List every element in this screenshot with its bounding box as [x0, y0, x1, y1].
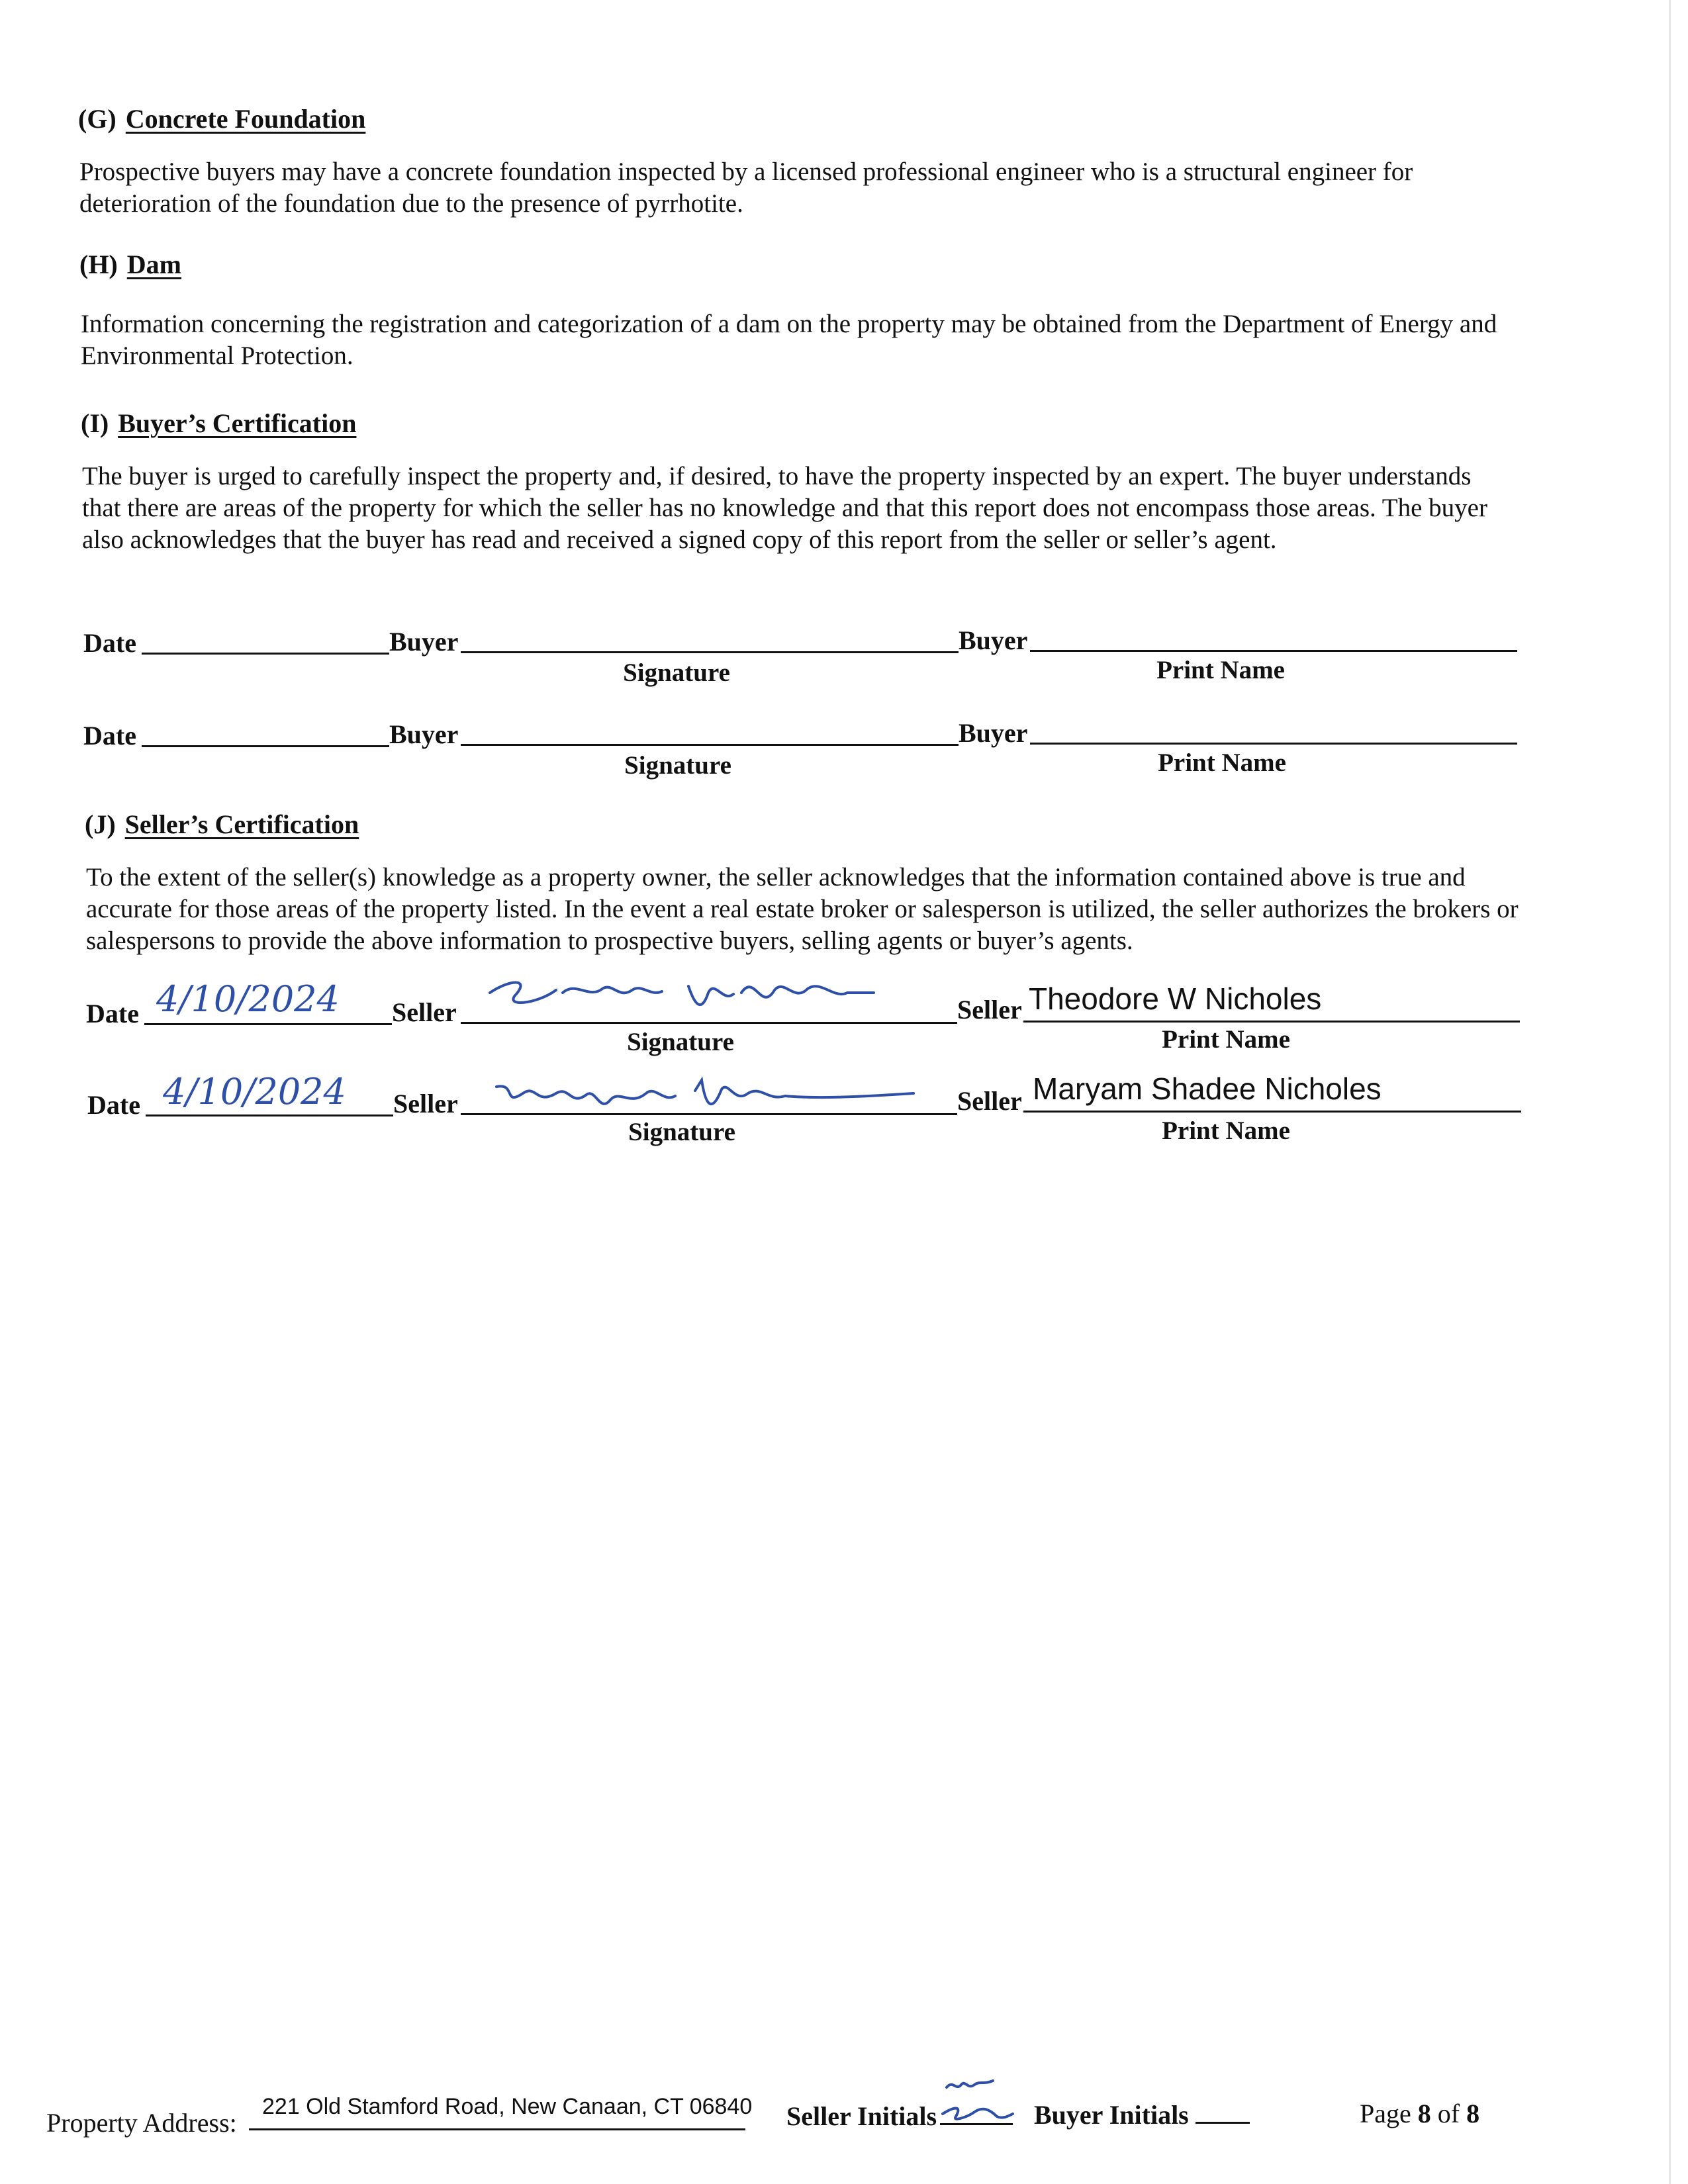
page-of: of: [1437, 2099, 1460, 2128]
property-address-field[interactable]: [249, 2128, 745, 2130]
buyer-initials-field[interactable]: [1196, 2122, 1250, 2124]
seller-1-date-label: Date: [86, 999, 139, 1028]
seller-1-signature: [477, 966, 900, 1026]
buyer-1-date-field[interactable]: [142, 653, 389, 655]
seller-initials-mark: [936, 2070, 1015, 2130]
seller-2-date-label: Date: [87, 1090, 140, 1120]
seller-initials-label: Seller Initials: [786, 2101, 937, 2131]
section-j-letter: (J): [85, 809, 116, 839]
buyer-2-print-name-caption: Print Name: [1158, 749, 1286, 777]
seller-2-print-name-value: Maryam Shadee Nicholes: [1033, 1071, 1382, 1106]
seller-2-signature-caption: Signature: [628, 1118, 735, 1146]
buyer-2-signature-field[interactable]: [461, 744, 959, 746]
buyer-1-print-name-field[interactable]: [1030, 650, 1517, 652]
buyer-1-print-name-caption: Print Name: [1156, 656, 1285, 684]
seller-2-print-label: Seller: [957, 1086, 1022, 1116]
section-h-body: Information concerning the registration and categorization of a dam on the property may be obtained from the Department of Energy and Environmental Protection.: [81, 310, 1497, 370]
section-g-heading: [78, 103, 365, 134]
page-number: [1360, 2098, 1479, 2129]
section-g-body: Prospective buyers may have a concrete foundation inspected by a licensed professional engineer who is a structural engineer for deterioration of the foundation due to the presence of pyrrhotite.: [79, 158, 1413, 218]
section-j-title: Seller’s Certification: [124, 809, 359, 839]
seller-1-date-value: 4/10/2024: [156, 978, 340, 1020]
buyer-2-date-label: Date: [83, 721, 136, 751]
section-g-title: Concrete Foundation: [125, 104, 366, 134]
section-i-title: Buyer’s Certification: [118, 408, 357, 438]
buyer-1-date-label: Date: [83, 628, 136, 658]
buyer-2-label: Buyer: [389, 719, 459, 749]
seller-2-label: Seller: [393, 1089, 458, 1118]
section-j-body: To the extent of the seller(s) knowledge as a property owner, the seller acknowledges that the information contained above is true and accurate for those areas of the property listed. In the event a real estate broker or salesperson is utilized, the seller authorizes the brokers or salespersons to provide the above information to prospective buyers, selling agents or buyer’s agents.: [86, 863, 1519, 955]
seller-2-print-name-field[interactable]: [1023, 1111, 1521, 1113]
seller-2-date-value: 4/10/2024: [163, 1071, 346, 1113]
seller-1-print-label: Seller: [957, 995, 1022, 1024]
seller-1-print-name-caption: Print Name: [1162, 1025, 1290, 1054]
page-edge: [1669, 0, 1671, 2184]
buyer-2-date-field[interactable]: [142, 745, 389, 747]
seller-1-print-name-field[interactable]: [1023, 1021, 1520, 1023]
buyer-2-print-label: Buyer: [959, 718, 1028, 748]
section-j-heading: [85, 809, 359, 840]
buyer-initials-label: Buyer Initials: [1034, 2100, 1189, 2130]
seller-1-date-field[interactable]: [144, 1023, 392, 1025]
buyer-2-print-name-field[interactable]: [1030, 743, 1517, 745]
section-h-letter: (H): [79, 250, 118, 279]
seller-2-print-name-caption: Print Name: [1162, 1116, 1290, 1145]
property-address-value: 221 Old Stamford Road, New Canaan, CT 06840: [262, 2094, 753, 2119]
seller-2-date-field[interactable]: [146, 1115, 393, 1116]
section-i-letter: (I): [81, 408, 109, 438]
section-h-heading: [79, 249, 181, 280]
page-word: Page: [1360, 2099, 1411, 2128]
section-h-title: Dam: [126, 250, 181, 279]
section-i-body: The buyer is urged to carefully inspect the property and, if desired, to have the property inspected by an expert. The buyer understands that there are areas of the property for which the seller has no knowledge and that this report does not encompass those areas. The buyer also acknowledges that the buyer has read and received a signed copy of this report from the seller or seller’s agent.: [82, 462, 1487, 554]
seller-1-signature-caption: Signature: [627, 1028, 734, 1056]
page-current: 8: [1417, 2099, 1431, 2128]
page-total: 8: [1466, 2099, 1480, 2128]
seller-initials-field[interactable]: [940, 2123, 1013, 2125]
section-i-heading: [81, 408, 356, 439]
buyer-1-signature-field[interactable]: [461, 651, 959, 653]
buyer-1-label: Buyer: [389, 627, 459, 657]
seller-1-label: Seller: [392, 997, 457, 1027]
buyer-2-signature-caption: Signature: [624, 751, 731, 780]
section-g-letter: (G): [78, 104, 117, 134]
property-address-label: Property Address:: [46, 2108, 237, 2138]
buyer-1-signature-caption: Signature: [623, 659, 730, 687]
seller-1-print-name-value: Theodore W Nicholes: [1029, 981, 1322, 1016]
seller-1-signature-field[interactable]: [461, 1022, 957, 1024]
buyer-1-print-label: Buyer: [959, 625, 1028, 655]
seller-2-signature-field[interactable]: [461, 1113, 957, 1115]
